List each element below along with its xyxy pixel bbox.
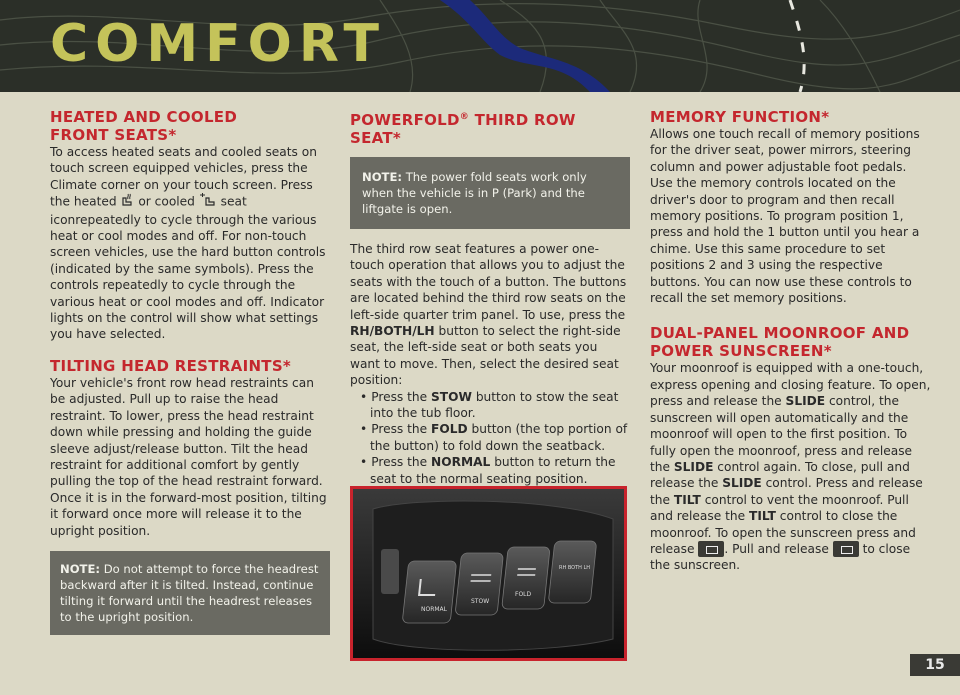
header-banner: [0, 0, 960, 92]
tilting-head-restraints-body: Your vehicle's front row head restraints can be adjusted. Pull up to raise the head restraint. To lower, press the head restraint down while pressing and holding the guide sleeve adjust/release button. Tilt the head restraint for additional comfort by gently pulling the top of the head restraint forward. Once it is in the forward-most position, tilting it forward once more will release it to the upright position.: [50, 375, 327, 538]
sunscreen-open-icon: [698, 541, 724, 557]
list-item: • Press the NORMAL button to return the seat to the normal seating position.: [360, 454, 630, 487]
photo-label-rh-both-lh: RH BOTH LH: [559, 565, 591, 571]
page-title: COMFORT: [50, 14, 387, 74]
normal-button-shape: [402, 561, 457, 623]
powerfold-body: The third row seat features a power one-touch operation that allows you to adjust the seats with the touch of a button. The buttons are located behind the third row seats on the left-side quarter trim panel. To use, press the RH/BOTH/LH button to select the right-side seat, the left-side seat or both seats you want to move. Then, select the desired seat position:: [350, 242, 627, 388]
tilting-note-box: NOTE: Do not attempt to force the headrest backward after it is tilted. Instead, continue tilting it forward until the headrest releases to the upright position.: [50, 551, 330, 635]
list-item: • Press the FOLD button (the top portion of the button) to fold down the seatback.: [360, 421, 630, 454]
memory-function-heading: MEMORY FUNCTION*: [650, 108, 830, 126]
column-left: [50, 108, 330, 635]
moonroof-heading: DUAL-PANEL MOONROOF AND POWER SUNSCREEN*: [650, 324, 910, 361]
latch-shape: [381, 549, 399, 594]
rh-both-lh-button-shape: [548, 541, 597, 603]
seat-buttons-illustration: [353, 489, 624, 658]
list-item: • Press the STOW button to stow the seat into the tub floor.: [360, 389, 630, 422]
stow-button-shape: [455, 553, 504, 615]
heated-seats-heading: HEATED AND COOLED FRONT SEATS*: [50, 108, 238, 144]
seat-control-photo: [350, 486, 627, 661]
tilting-head-restraints-heading: TILTING HEAD RESTRAINTS*: [50, 356, 292, 375]
fold-button-shape: [502, 547, 551, 609]
powerfold-note-box: NOTE: The power fold seats work only when the vehicle is in P (Park) and the liftgate is open.: [350, 157, 630, 229]
photo-label-fold: FOLD: [515, 591, 532, 598]
column-right: [650, 108, 932, 574]
column-middle: [350, 108, 630, 487]
page-number: 15: [910, 654, 960, 676]
moonroof-body: Your moonroof is equipped with a one-touch, express opening and closing feature. To open, press and release the SLIDE control, the sunscreen will open automatically and the moonroof will open to the first position. To fully open the moonroof, press and release the SLIDE control again. To close, pull and release the SLIDE control. Press and release the TILT control to vent the moonroof. Pull and release the TILT control to close the moonroof. To open the sunscreen press and release . Pull and release to close the sunscreen.: [650, 361, 931, 573]
sunscreen-close-icon: [833, 541, 859, 557]
cooled-seat-icon: [199, 193, 217, 211]
memory-function-body: Allows one touch recall of memory positions for the driver seat, power mirrors, steering column and power adjustable foot pedals. Use the memory controls located on the driver's door to program and then recall memory positions. To program position 1, press and hold the 1 button until you hear a chime. Use this same procedure to set positions 2 and 3 using the respective buttons. You can now use these controls to recall the set memory positions.: [650, 127, 920, 306]
photo-label-stow: STOW: [471, 598, 490, 605]
heated-seat-icon: [120, 193, 134, 211]
photo-label-normal: NORMAL: [421, 606, 448, 613]
seat-position-list: [350, 389, 630, 487]
powerfold-heading: POWERFOLD® THIRD ROW SEAT*: [350, 111, 576, 147]
heated-seats-body: To access heated seats and cooled seats on touch screen equipped vehicles, press the Climate corner on your touch screen. Press the heated or cooled seat iconrepeatedly to cycle through the various heat or cool modes and off. For non-touch screen vehicles, use the hard button controls (indicated by the same symbols). Press the controls repeatedly to cycle through the various heat or cool modes and off. Indicator lights on the control will show what settings you have selected.: [50, 145, 326, 342]
